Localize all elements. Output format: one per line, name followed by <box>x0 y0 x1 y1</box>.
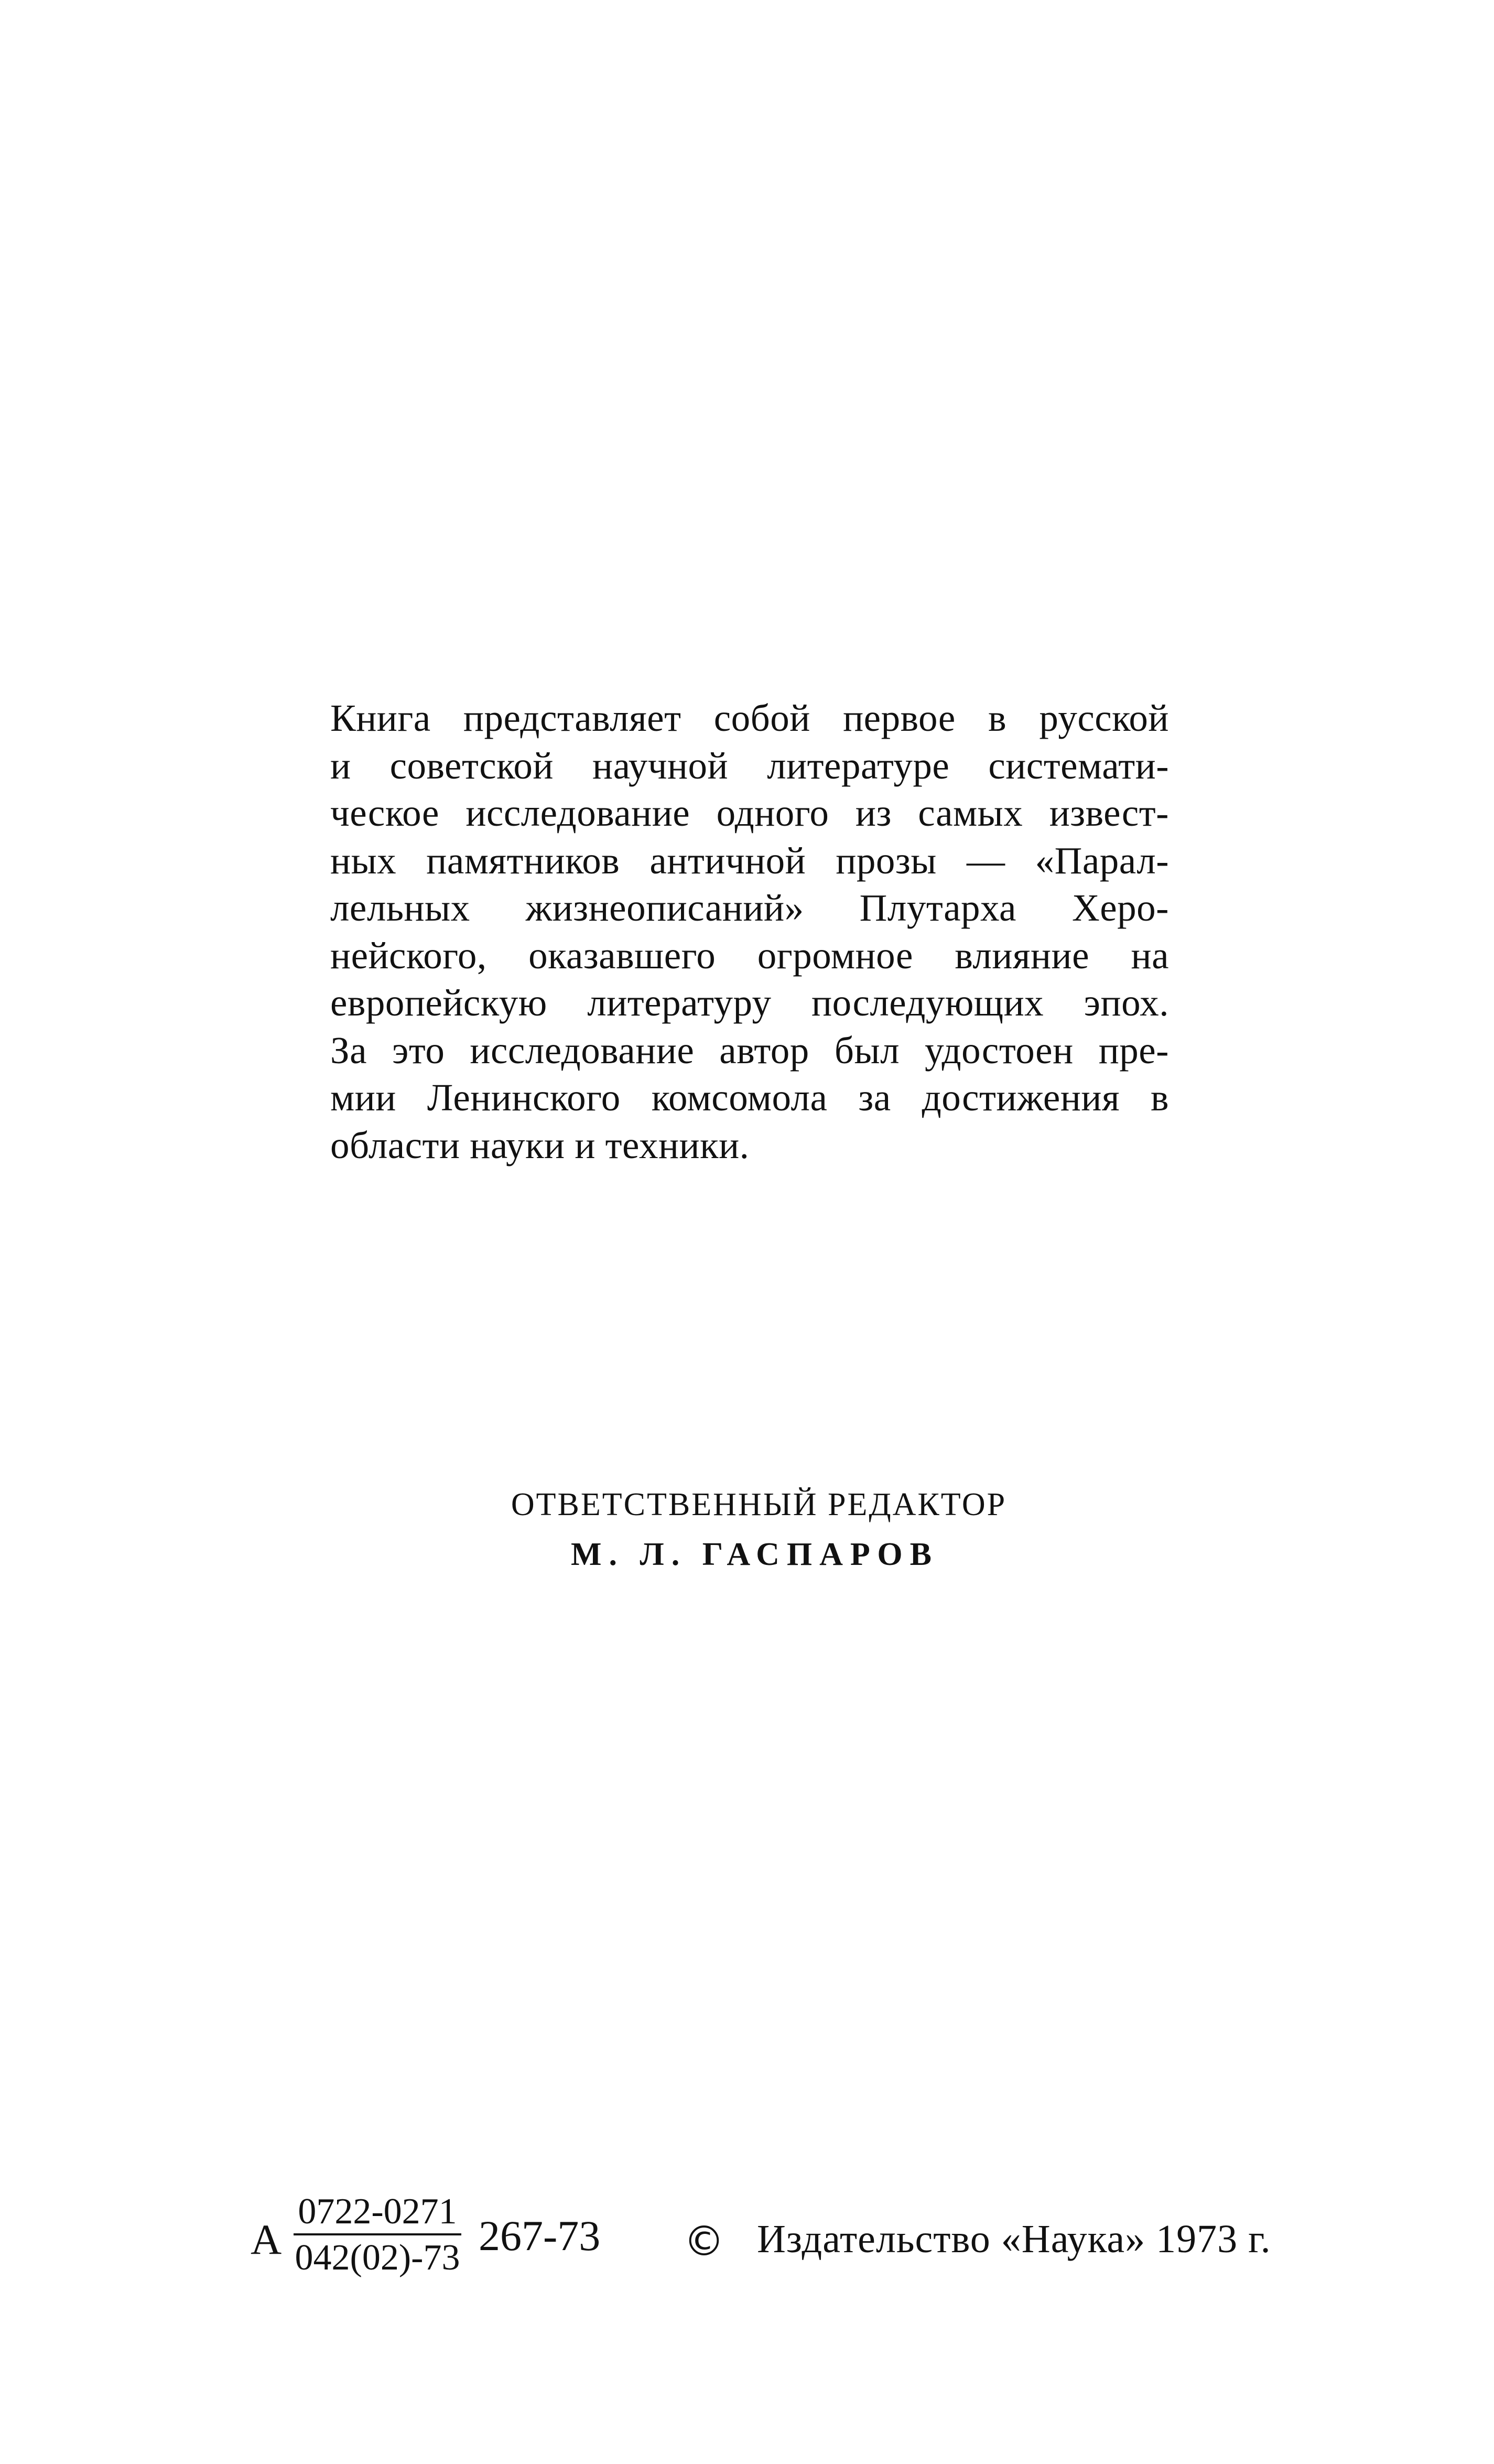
imprint-letter: А <box>251 2216 282 2263</box>
editor-role: ОТВЕТСТВЕННЫЙ РЕДАКТОР <box>511 1487 1007 1522</box>
annotation-line: Книга представляет собой первое в русской <box>330 697 1169 739</box>
editor-block <box>0 1484 1494 1575</box>
annotation-line: лельных жизнеописаний» Плутарха Херо- <box>330 887 1169 929</box>
fraction-denominator: 042(02)-73 <box>295 2238 460 2278</box>
annotation-line: области науки и техники. <box>330 1123 750 1166</box>
copyright-icon: © <box>684 2218 724 2265</box>
annotation-line: мии Ленинского комсомола за достижения в <box>330 1076 1169 1119</box>
annotation-line: европейскую литературу последующих эпох. <box>330 981 1169 1024</box>
annotation-line: ных памятников античной прозы — «Парал- <box>330 839 1169 882</box>
annotation-paragraph <box>330 695 1169 1169</box>
fraction-bar <box>294 2233 461 2235</box>
imprint-line <box>251 2191 1299 2286</box>
annotation-line: ческое исследование одного из самых извест- <box>330 792 1169 834</box>
imprint-fraction <box>294 2191 461 2278</box>
copyright-text: Издательство «Наука» 1973 г. <box>757 2217 1271 2261</box>
imprint-number: 267-73 <box>479 2212 601 2260</box>
annotation-line: и советской научной литературе системати- <box>330 744 1169 787</box>
fraction-numerator: 0722-0271 <box>298 2191 457 2232</box>
annotation-line: нейского, оказавшего огромное влияние на <box>330 934 1169 977</box>
annotation-line: За это исследование автор был удостоен пре- <box>330 1029 1169 1072</box>
editor-name: М. Л. ГАСПАРОВ <box>571 1537 939 1572</box>
